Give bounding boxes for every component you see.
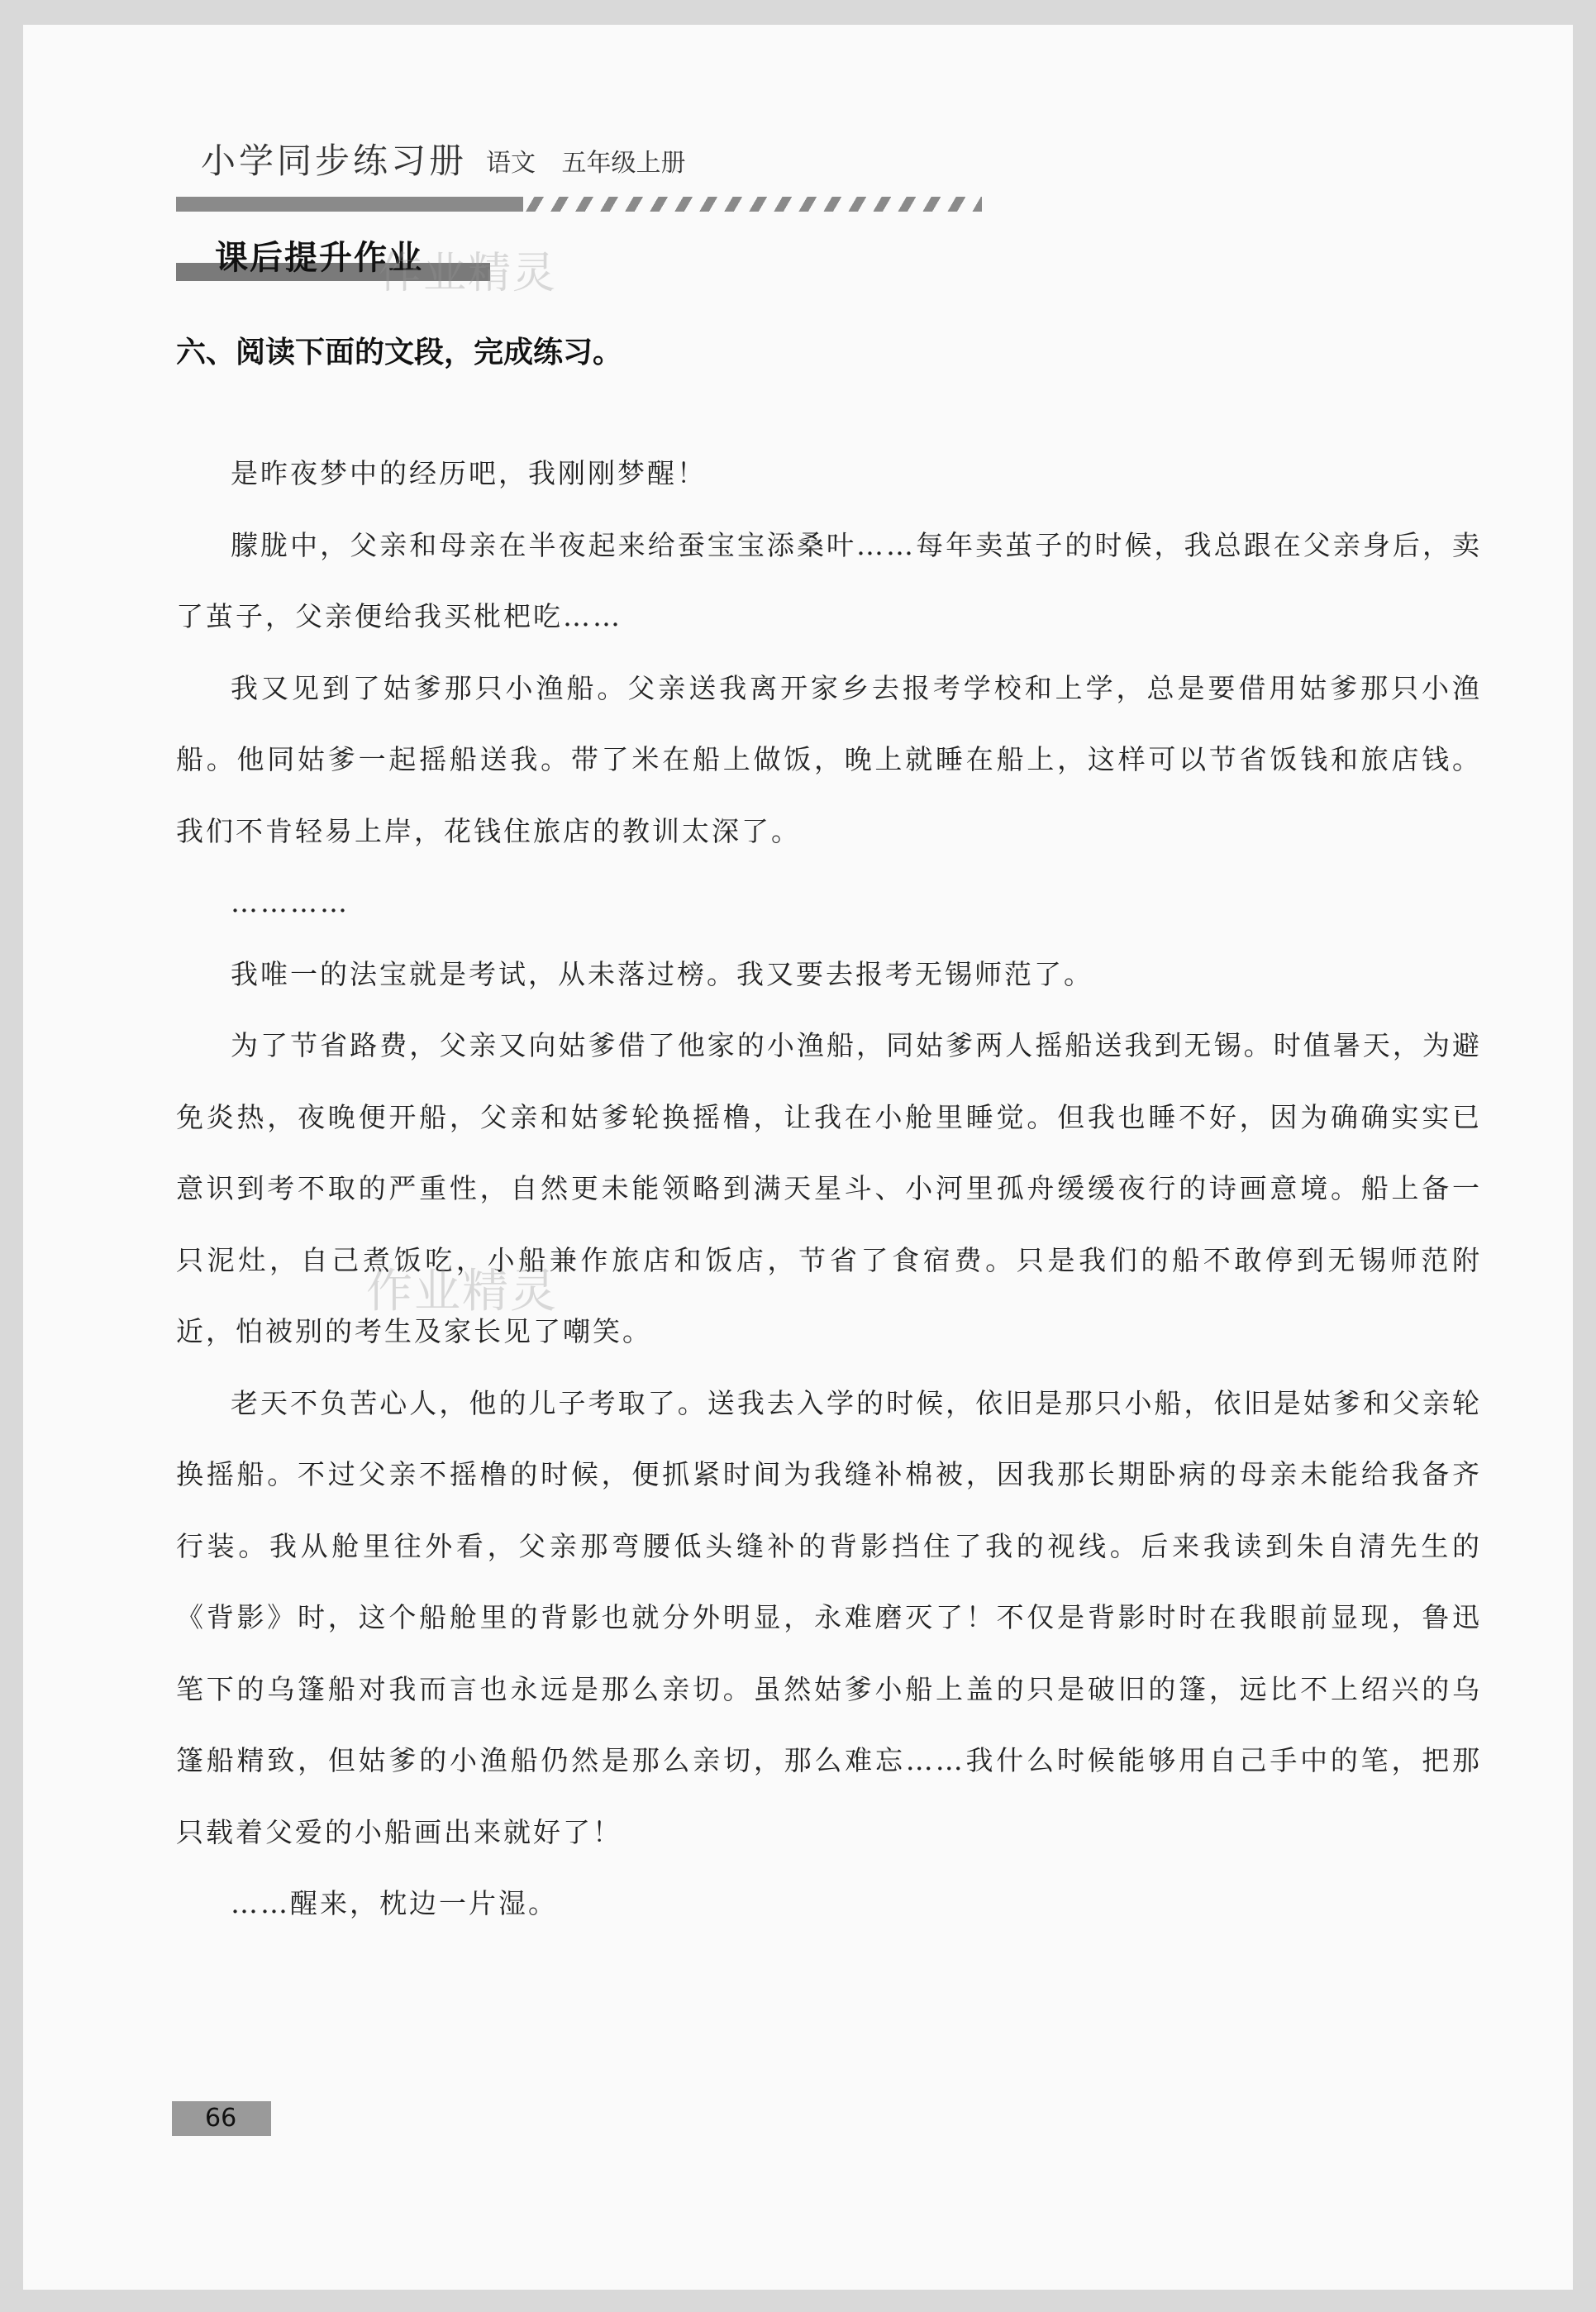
grade-label: 五年级上册 bbox=[561, 149, 686, 178]
header-divider bbox=[176, 197, 523, 212]
book-meta bbox=[486, 142, 704, 179]
passage-paragraph: 我又见到了姑爹那只小渔船。父亲送我离开家乡去报考学校和上学，总是要借用姑爹那只小渔船。他同姑爹一起摇船送我。带了米在船上做饭，晚上就睡在船上，这样可以节省饭钱和旅店钱。我们不肯轻易上岸，花钱住旅店的教训太深了。 bbox=[176, 671, 1482, 847]
subject-label: 语文 bbox=[486, 149, 536, 178]
passage-paragraph: 我唯一的法宝就是考试，从未落过榜。我又要去报考无锡师范了。 bbox=[231, 957, 1093, 990]
page-number: 66 bbox=[172, 2101, 271, 2136]
passage-paragraph: 朦胧中，父亲和母亲在半夜起来给蚕宝宝添桑叶……每年卖茧子的时候，我总跟在父亲身后，卖了茧子，父亲便给我买枇杷吃…… bbox=[176, 528, 1482, 632]
passage-paragraph: 是昨夜梦中的经历吧，我刚刚梦醒！ bbox=[231, 457, 707, 489]
reading-passage bbox=[176, 438, 1482, 1940]
passage-paragraph: 老天不负苦心人，他的儿子考取了。送我去入学的时候，依旧是那只小船，依旧是姑爹和父亲轮换摇船。不过父亲不摇橹的时候，便抓紧时间为我缝补棉被，因我那长期卧病的母亲未能给我备齐行装。我从舱里往外看，父亲那弯腰低头缝补的背影挡住了我的视线。后来我读到朱自清先生的《背影》时，这个船舱里的背影也就分外明显，永难磨灭了！不仅是背影时时在我眼前显现，鲁迅笔下的乌篷船对我而言也永远是那么亲切。虽然姑爹小船上盖的只是破旧的篷，远比不上绍兴的乌篷船精致，但姑爹的小渔船仍然是那么亲切，那么难忘……我什么时候能够用自己手中的笔，把那只载着父爱的小船画出来就好了！ bbox=[176, 1386, 1482, 1848]
watermark: 作业精灵 bbox=[379, 249, 558, 298]
header-divider-stripes bbox=[523, 197, 982, 212]
passage-paragraph: ……醒来，枕边一片湿。 bbox=[231, 1887, 558, 1919]
page bbox=[23, 25, 1573, 2290]
section-title: 课后提升作业 bbox=[215, 239, 423, 277]
book-title: 小学同步练习册 bbox=[201, 141, 468, 181]
watermark: 作业精灵 bbox=[366, 1265, 558, 1318]
passage-paragraph: ………… bbox=[231, 886, 350, 918]
question-heading: 六、阅读下面的文段，完成练习。 bbox=[176, 336, 623, 369]
passage-paragraph: 为了节省路费，父亲又向姑爹借了他家的小渔船，同姑爹两人摇船送我到无锡。时值暑天，为避免炎热，夜晚便开船，父亲和姑爹轮换摇橹，让我在小舱里睡觉。但我也睡不好，因为确确实实已意识到考不取的严重性，自然更未能领略到满天星斗、小河里孤舟缓缓夜行的诗画意境。船上备一只泥灶，自己煮饭吃，小船兼作旅店和饭店，节省了食宿费。只是我们的船不敢停到无锡师范附近，怕被别的考生及家长见了嘲笑。 bbox=[176, 1029, 1482, 1347]
